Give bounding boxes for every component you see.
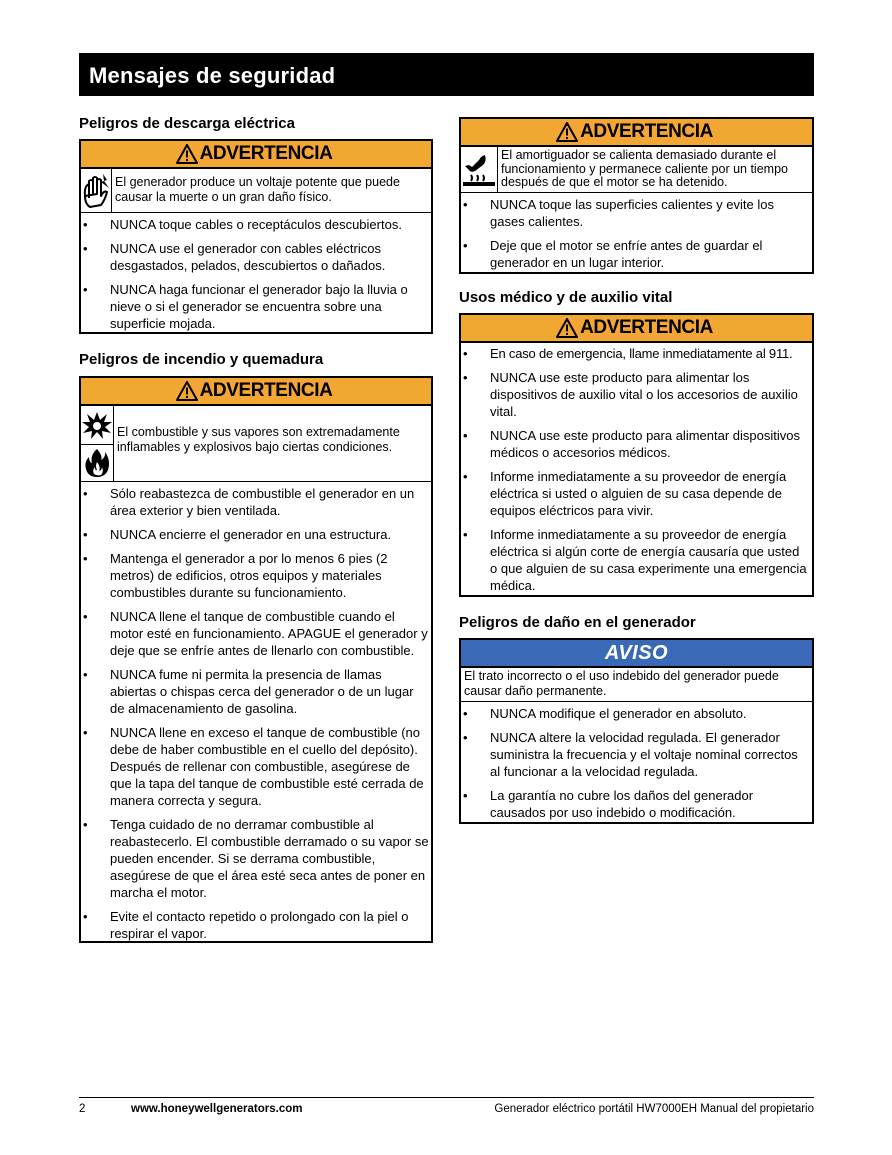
explosion-icon [81,407,113,444]
list-item: • Tenga cuidado de no derramar combustible al reabastecerlo. El combustible derramado o su vapor se pueden encender. Si se derrama combustible, asegúrese de que el área esté seca antes de poner en marcha el motor. [81,816,431,901]
warning-label: ADVERTENCIA [199,143,333,164]
list-item: • NUNCA encierre el generador en una estructura. [81,526,431,543]
list-item: • NUNCA use este producto para alimentar dispositivos médicos o accesorios médicos. [461,427,812,461]
section-title-fire: Peligros de incendio y quemadura [79,351,324,368]
bullet-list [461,343,812,597]
list-item: • NUNCA fume ni permita la presencia de llamas abiertas o chispas cerca del generador o de un lugar de almacenamiento de gasolina. [81,666,431,717]
list-item: • Informe inmediatamente a su proveedor de energía eléctrica si algún corte de energía causaría que usted o que alguien de su casa experimente una emergencia médica. [461,526,812,594]
warning-box-fire [79,376,433,943]
electric-shock-icon [81,169,112,212]
fire-icon [81,444,113,481]
notice-header [461,640,812,668]
warning-triangle-icon [176,381,198,401]
list-item: • Mantenga el generador a por lo menos 6 pies (2 metros) de edificios, otros equipos y materiales combustibles durante su funcionamiento. [81,550,431,601]
list-item: • La garantía no cubre los daños del generador causados por uso indebido o modificación. [461,787,812,821]
bullet-list [461,702,812,824]
warning-triangle-icon [176,144,198,164]
list-item: • NUNCA altere la velocidad regulada. El generador suministra la frecuencia y el voltaje nominal correctos al funcionar a la velocidad regulada. [461,729,812,780]
warning-box-medical [459,313,814,597]
notice-box-damage [459,638,814,824]
warning-header [461,119,812,147]
notice-message: El trato incorrecto o el uso indebido del generador puede causar daño permanente. [464,669,779,698]
bullet-list [81,482,431,945]
list-item: • NUNCA toque cables o receptáculos descubiertos. [81,216,431,233]
list-item: • NUNCA use este producto para alimentar los dispositivos de auxilio vital o los accesorios de auxilio vital. [461,369,812,420]
bullet-list [81,213,431,335]
section-title-medical: Usos médico y de auxilio vital [459,289,673,306]
list-item: • NUNCA llene el tanque de combustible cuando el motor esté en funcionamiento. APAGUE el generador y deje que se enfríe antes de llenarlo con combustible. [81,608,431,659]
hot-surface-icon [461,147,498,192]
list-item: • Deje que el motor se enfríe antes de guardar el generador en un lugar interior. [461,237,812,271]
footer-divider [79,1097,814,1098]
list-item: • NUNCA modifique el generador en absoluto. [461,705,812,722]
list-item: • NUNCA toque las superficies calientes y evite los gases calientes. [461,196,812,230]
list-item: • NUNCA haga funcionar el generador bajo la lluvia o nieve o si el generador se encuentra sobre una superficie mojada. [81,281,431,332]
bullet-list [461,193,812,274]
section-title-electric: Peligros de descarga eléctrica [79,115,295,132]
footer-link[interactable]: www.honeywellgenerators.com [131,1103,303,1115]
section-title-damage: Peligros de daño en el generador [459,614,696,631]
list-item: • Informe inmediatamente a su proveedor de energía eléctrica si usted o alguien de su casa depende de equipos eléctricos para vivir. [461,468,812,519]
warning-header [81,141,431,169]
list-item: • Evite el contacto repetido o prolongado con la piel o respirar el vapor. [81,908,431,942]
list-item: • En caso de emergencia, llame inmediatamente al 911. [461,345,812,362]
warning-header [81,378,431,406]
warning-message: El generador produce un voltaje potente que puede causar la muerte o un gran daño físico. [115,175,400,204]
list-item: • NUNCA use el generador con cables eléctricos desgastados, pelados, descubiertos o dañados. [81,240,431,274]
warning-box-hot-surface [459,117,814,274]
footer-manual-title: Generador eléctrico portátil HW7000EH Manual del propietario [494,1103,814,1115]
list-item: • NUNCA llene en exceso el tanque de combustible (no debe de haber combustible en el cuello del depósito). Después de rellenar con combustible, asegúrese de que la tapa del tanque de combustible esté cerrada de manera correcta y segura. [81,724,431,809]
warning-box-electric [79,139,433,334]
warning-triangle-icon [556,318,578,338]
warning-header [461,315,812,343]
warning-message: El combustible y sus vapores son extremadamente inflamables y explosivos bajo ciertas condiciones. [117,425,400,454]
warning-message: El amortiguador se calienta demasiado durante el funcionamiento y permanece caliente por un tiempo después de que el motor se ha detenido. [501,148,788,189]
page-number: 2 [79,1103,86,1115]
warning-label: ADVERTENCIA [580,317,713,338]
page-title: Mensajes de seguridad [79,53,814,96]
warning-triangle-icon [556,122,578,142]
list-item: • Sólo reabastezca de combustible el generador en un área exterior y bien ventilada. [81,485,431,519]
warning-label: ADVERTENCIA [199,380,333,401]
warning-label: ADVERTENCIA [580,121,713,142]
notice-label: AVISO [604,641,669,664]
